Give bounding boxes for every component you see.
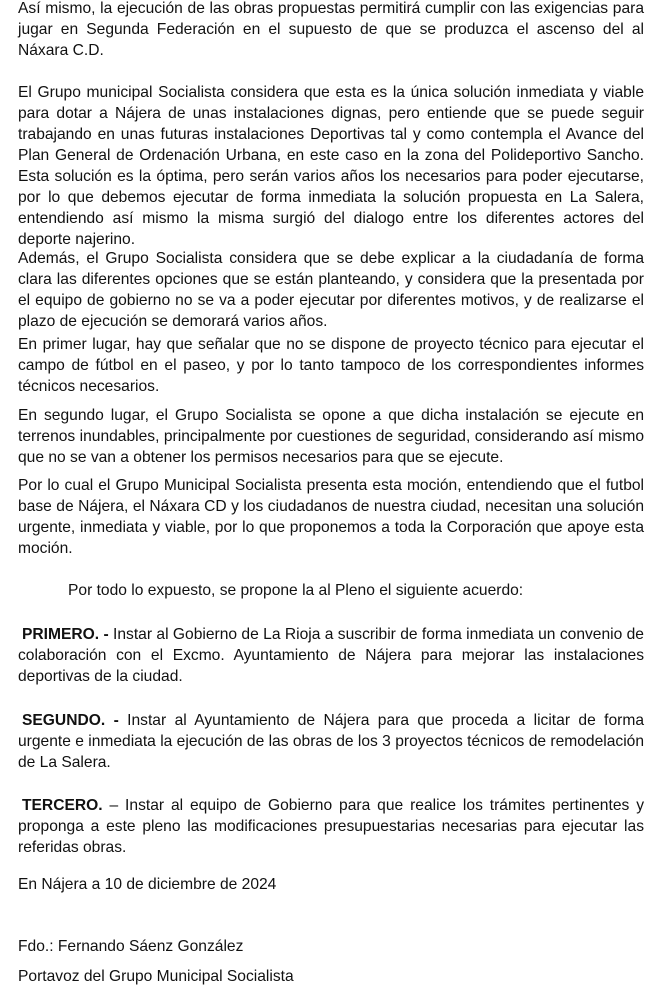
paragraph-exigencias: Así mismo, la ejecución de las obras propuestas permitirá cumplir con las exigencias para jugar en Segunda Federación en el supuesto de que se produzca el ascenso del al Náxara C.D. [18, 0, 644, 59]
signature-role: Portavoz del Grupo Municipal Socialista [18, 968, 294, 985]
agreement-third-text: – Instar al equipo de Gobierno para que realice los trámites pertinentes y proponga a este pleno las modificaciones presupuestarias necesarias para ejecutar las referidas obras. [18, 797, 644, 856]
agreement-first-text: Instar al Gobierno de La Rioja a suscribir de forma inmediata un convenio de colaboración con el Excmo. Ayuntamiento de Nájera para mejorar las instalaciones deportivas de la ciudad. [18, 626, 644, 685]
paragraph-primer-lugar: En primer lugar, hay que señalar que no se dispone de proyecto técnico para ejecutar el campo de fútbol en el paseo, y por lo tanto tampoco de los correspondientes informes técnicos necesarios. [18, 336, 644, 395]
agreement-third [18, 795, 644, 858]
paragraph-solucion: El Grupo municipal Socialista considera que esta es la única solución inmediata y viable para dotar a Nájera de unas instalaciones dignas, pero entiende que se puede seguir trabajando en unas futuras instalaciones Deportivas tal y como contempla el Avance del Plan General de Ordenación Urbana, en este caso en la zona del Polideportivo Sancho. Esta solución es la óptima, pero serán varios años los necesarios para poder ejecutarse, por lo que debemos ejecutar de forma inmediata la solución propuesta en La Salera, entendiendo así mismo la misma surgió del dialogo entre los diferentes actores del deporte najerino. [18, 84, 644, 248]
agreement-second [18, 710, 644, 773]
place-date: En Nájera a 10 de diciembre de 2024 [18, 876, 277, 893]
paragraph-segundo-lugar: En segundo lugar, el Grupo Socialista se opone a que dicha instalación se ejecute en terrenos inundables, principalmente por cuestiones de seguridad, considerando así mismo que no se van a obtener los permisos necesarios para que se ejecute. [18, 407, 644, 466]
agreement-first-label: PRIMERO. - [22, 626, 109, 643]
paragraph-explicacion: Además, el Grupo Socialista considera que se debe explicar a la ciudadanía de forma clara las diferentes opciones que se están planteando, y considera que la presentada por el equipo de gobierno no se va a poder ejecutar por diferentes motivos, y de realizarse el plazo de ejecución se demorará varios años. [18, 250, 644, 330]
proposal-intro: Por todo lo expuesto, se propone la al Pleno el siguiente acuerdo: [68, 582, 524, 599]
agreement-second-text: Instar al Ayuntamiento de Nájera para que proceda a licitar de forma urgente e inmediata la ejecución de las obras de los 3 proyectos técnicos de remodelación de La Salera. [18, 712, 645, 771]
signature-name: Fdo.: Fernando Sáenz González [18, 938, 244, 955]
agreement-first [18, 624, 644, 687]
agreement-second-label: SEGUNDO. - [22, 712, 119, 729]
paragraph-mocion: Por lo cual el Grupo Municipal Socialista presenta esta moción, entendiendo que el futbol base de Nájera, el Náxara CD y los ciudadanos de nuestra ciudad, necesitan una solución urgente, inmediata y viable, por lo que proponemos a toda la Corporación que apoye esta moción. [18, 477, 644, 557]
agreement-third-label: TERCERO. [22, 797, 103, 814]
